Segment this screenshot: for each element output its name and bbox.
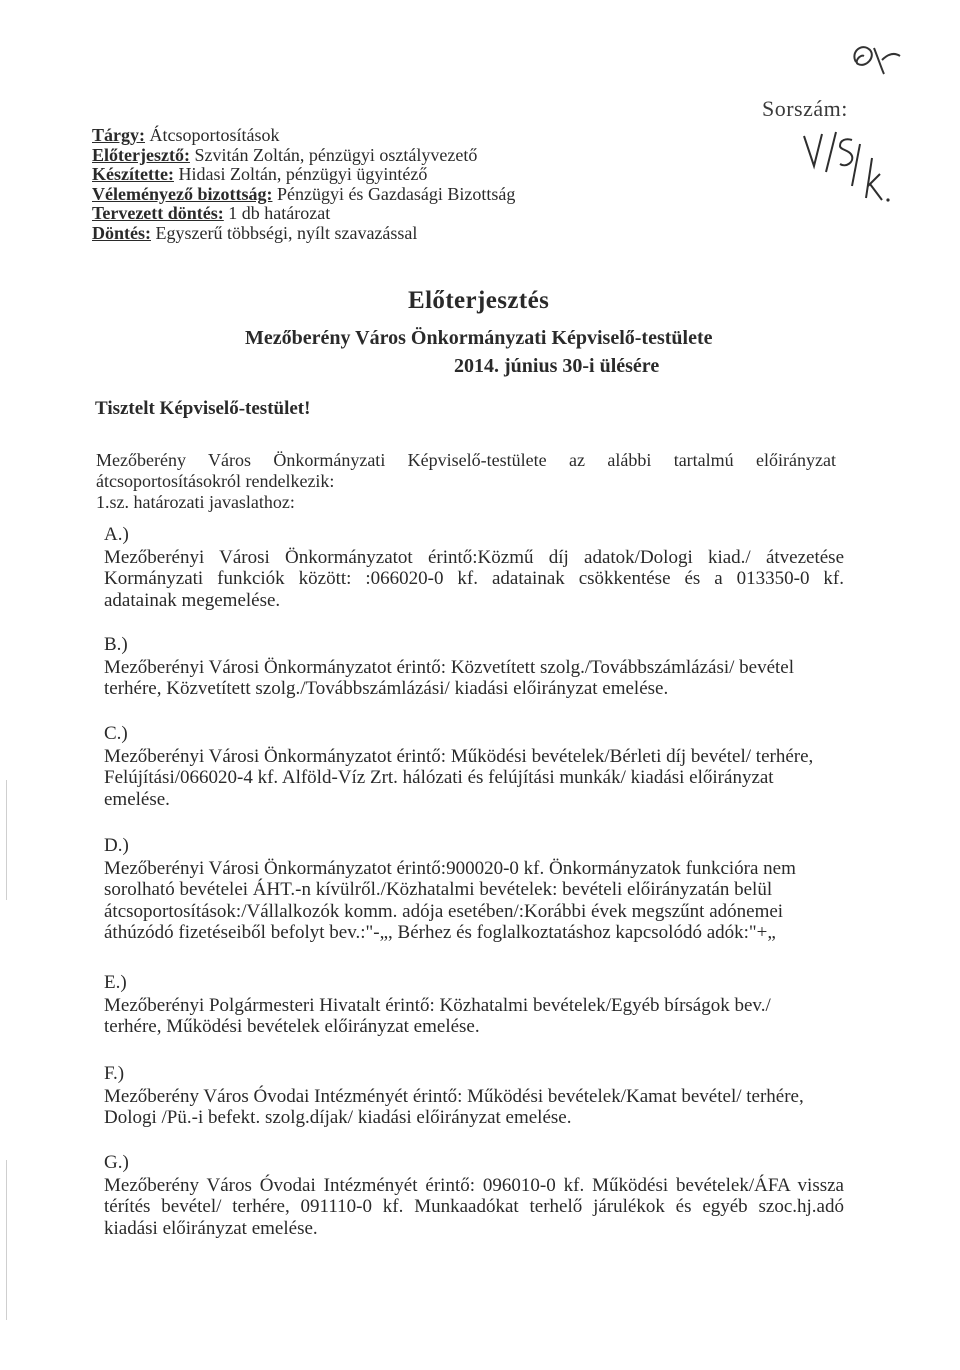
section-line: emelése.: [104, 788, 170, 810]
section-label: A.): [104, 524, 129, 545]
meta-row-eloterjeszto: Előterjesztő: Szvitán Zoltán, pénzügyi osztályvezető: [92, 144, 478, 165]
section-e: [104, 972, 844, 1038]
document-title: Előterjesztés: [408, 287, 550, 314]
meta-row-tervezett-dontes: Tervezett döntés: 1 db határozat: [92, 203, 331, 223]
section-line: terhére, Működési bevételek előirányzat emelése.: [104, 1016, 480, 1037]
section-line: átcsoportosítások:/Vállalkozók komm. adója esetében/:Korábbi évek megszűnt adónemei: [104, 900, 784, 922]
section-c: [104, 723, 844, 810]
section-d: [104, 835, 844, 944]
section-line: adatainak megemelése.: [104, 589, 281, 611]
intro-paragraph: [96, 450, 836, 513]
section-f: [104, 1063, 844, 1129]
meta-row-targy: Tárgy: Átcsoportosítások: [92, 125, 280, 145]
scan-edge-mark: [6, 780, 7, 900]
section-line: Mezőberény Város Óvodai Intézményét érintő: Működési bevételek/Kamat bevétel/ terhére,: [104, 1085, 804, 1107]
section-a: [104, 524, 844, 611]
salutation: Tisztelt Képviselő-testület!: [95, 398, 311, 419]
section-line: Dologi /Pü.-i befekt. szolg.díjak/ kiadási előirányzat emelése.: [104, 1107, 572, 1128]
meta-row-dontes: Döntés: Egyszerű többségi, nyílt szavazással: [92, 222, 418, 243]
section-line: kiadási előirányzat emelése.: [104, 1217, 318, 1239]
handwritten-annotation-top: [848, 40, 908, 90]
section-label: B.): [104, 634, 128, 655]
section-line: áthúzódó fizetéseiből befolyt bev.:"-„, Bérhez és foglalkoztatáshoz kapcsolódó adók:"+„: [104, 922, 776, 943]
document-metadata: [92, 126, 692, 243]
section-line: Kormányzati funkciók között: :066020-0 kf. adatainak csökkentése és a 013350-0 kf.: [104, 568, 844, 589]
intro-line: 1.sz. határozati javaslathoz:: [96, 492, 295, 512]
section-line: Mezőberényi Városi Önkormányzatot érintő: Közvetített szolg./Továbbszámlázási/ bevétel: [104, 656, 795, 678]
section-line: Felújítási/066020-4 kf. Alföld-Víz Zrt. hálózati és felújítási munkák/ kiadási előirányzat: [104, 767, 774, 788]
sorszam-label: Sorszám:: [762, 96, 848, 121]
intro-line: átcsoportosításokról rendelkezik:: [96, 471, 335, 491]
handwritten-number: [800, 128, 900, 218]
section-line: Mezőberényi Városi Önkormányzatot érintő: Működési bevételek/Bérleti díj bevétel/ terhére,: [104, 745, 814, 767]
section-line: Mezőberényi Városi Önkormányzatot érintő:Közmű díj adatok/Dologi kiad./ átvezetése: [104, 546, 844, 568]
section-line: terhére, Közvetített szolg./Továbbszámlázási/ kiadási előirányzat emelése.: [104, 678, 669, 699]
section-line: Mezőberény Város Óvodai Intézményét érintő: 096010-0 kf. Működési bevételek/ÁFA vissza: [104, 1174, 844, 1196]
intro-line: Mezőberény Város Önkormányzati Képviselő-testülete az alábbi tartalmú előirányzat: [96, 450, 836, 470]
section-label: D.): [104, 835, 129, 856]
section-b: [104, 634, 844, 700]
section-label: F.): [104, 1063, 125, 1084]
document-subtitle-date: 2014. június 30-i ülésére: [454, 355, 660, 377]
section-line: térítés bevétel/ terhére, 091110-0 kf. Munkaadókat terhelő járulékok és egyéb szoc.hj.adó: [104, 1196, 844, 1217]
document-subtitle-body: Mezőberény Város Önkormányzati Képviselő-testülete: [245, 327, 713, 349]
section-g: [104, 1152, 844, 1239]
section-line: Mezőberényi Városi Önkormányzatot érintő:900020-0 kf. Önkormányzatok funkcióra nem: [104, 857, 796, 879]
section-line: Mezőberényi Polgármesteri Hivatalt érintő: Közhatalmi bevételek/Egyéb bírságok bev./: [104, 994, 771, 1016]
section-label: C.): [104, 723, 128, 744]
section-line: sorolható bevételei ÁHT.-n kívülről./Közhatalmi bevételek: bevételi előirányzatán belül: [104, 879, 773, 900]
section-label: E.): [104, 972, 127, 993]
section-label: G.): [104, 1152, 129, 1173]
scan-edge-mark: [6, 1160, 7, 1320]
meta-row-keszitette: Készítette: Hidasi Zoltán, pénzügyi ügyintéző: [92, 164, 428, 184]
meta-row-velemenyezo: Véleményező bizottság: Pénzügyi és Gazdasági Bizottság: [92, 183, 516, 204]
